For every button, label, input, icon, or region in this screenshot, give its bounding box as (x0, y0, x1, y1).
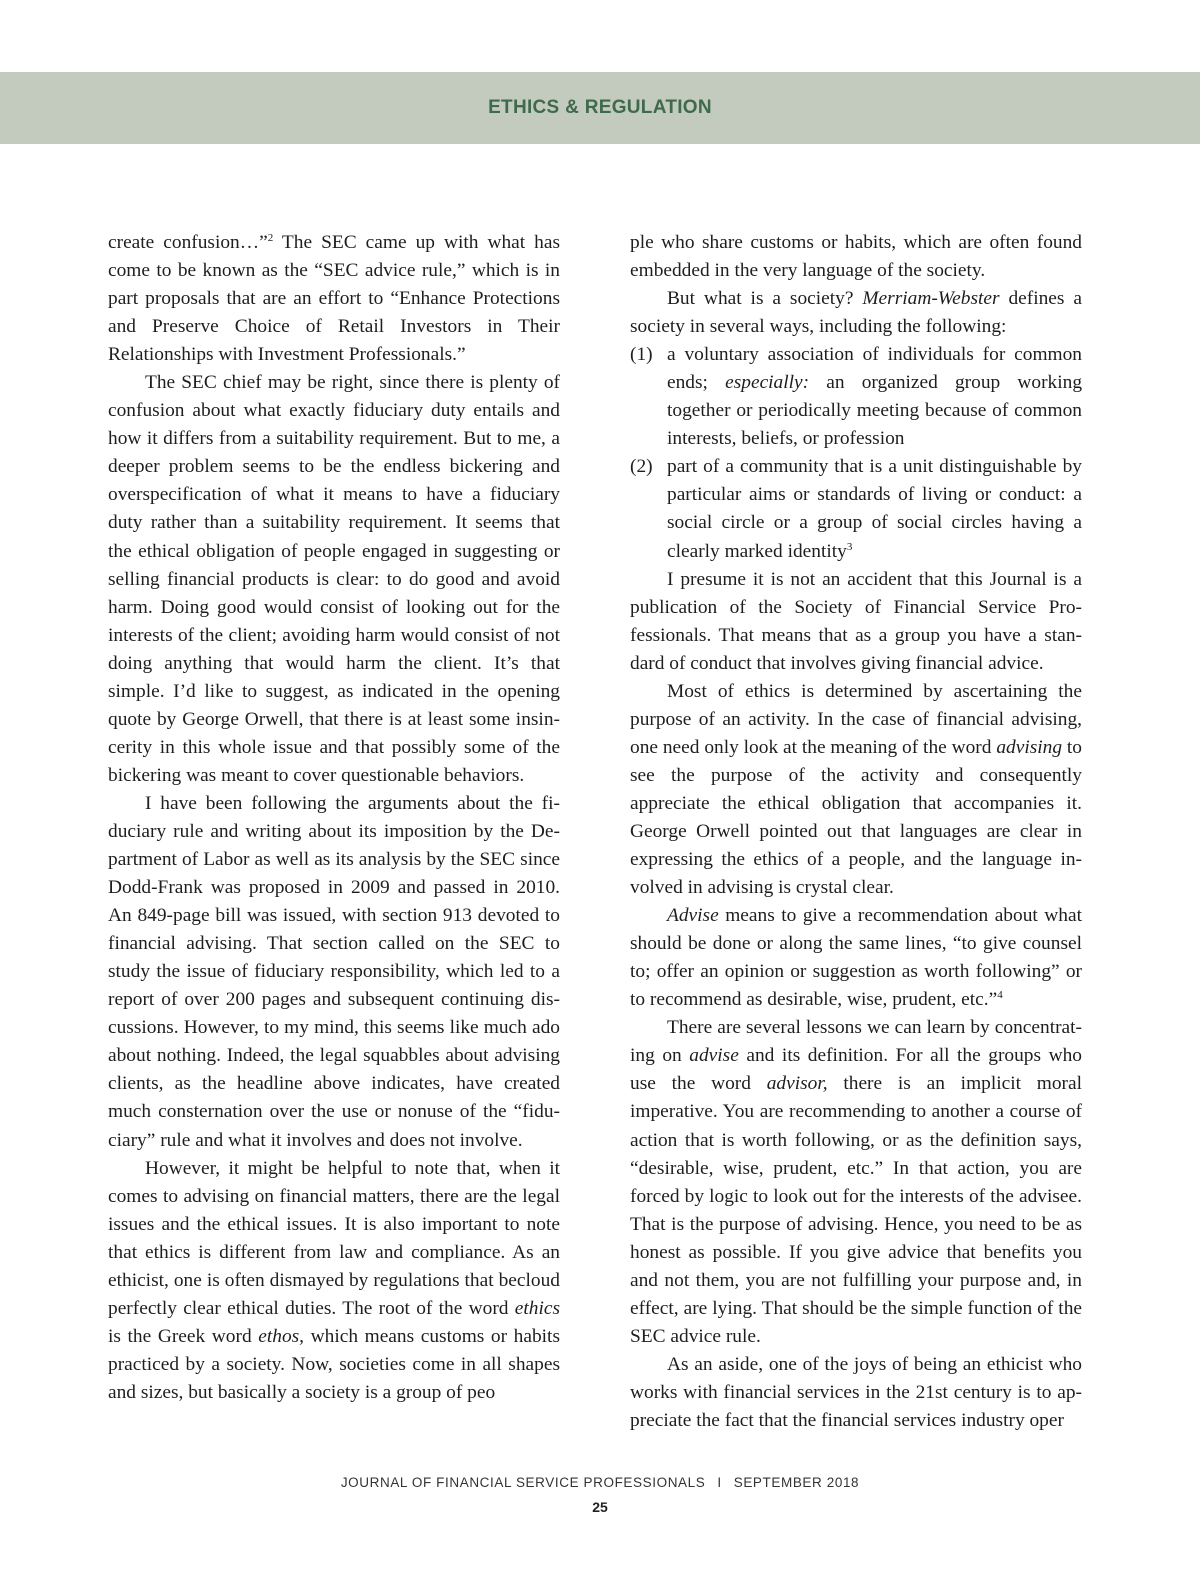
footnote-ref: 2 (267, 232, 274, 244)
paragraph: I presume it is not an accident that this Journal is a publication of the Society of Financial Service Professionals. That means that as a group you have a standard of conduct that involves giving financial advice. (630, 568, 1082, 674)
footer-separator: I (717, 1475, 722, 1490)
paragraph: The SEC chief may be right, since there is plenty of confusion about what exactly fiduciary duty entails and how it differs from a suitability requirement. But to me, a deeper problem seems to be the endless bickering and overspecification of what it means to have a fiduciary duty rather than a suitability requirement. It seems that the ethical obligation of people engaged in suggesting or selling financial products is clear: to do good and avoid harm. Doing good would consist of looking out for the interests of the client; avoiding harm would consist of not doing anything that would harm the client. It’s that simple. I’d like to suggest, as indicated in the opening quote by George Orwell, that there is at least some insincerity in this whole issue and that possibly some of the bickering was meant to cover questionable behaviors. (108, 372, 560, 786)
paragraph: create confusion…”$^2$ The SEC came up with what has come to be known as the “SEC advice rule,” which is in part proposals that are an effort to “Enhance Protections and Preserve Choice of Retail Investors in Their Relationships with Investment Professionals.” (108, 232, 560, 366)
paragraph: ple who share customs or habits, which are often found embedded in the very language of the society. (630, 232, 1082, 282)
definition-list (630, 341, 1082, 565)
paragraph: As an aside, one of the joys of being an ethicist who works with financial services in the 21st century is to appreciate the fact that the financial services industry oper (630, 1353, 1082, 1431)
definition-item: (2) part of a community that is a unit distinguishable by particular aims or standards of living or conduct: a social circle or a group of social circles having a clearly marked identity$^3$ (630, 453, 1082, 565)
paragraph: But what is a society? Merriam-Webster defines a society in several ways, including the following: (630, 288, 1082, 338)
running-footer (0, 1475, 1200, 1490)
issue-date: SEPTEMBER 2018 (733, 1475, 860, 1490)
section-title: ETHICS & REGULATION (488, 97, 712, 118)
definition-number: (1) (630, 344, 653, 366)
footnote-ref: 4 (997, 989, 1003, 1002)
paragraph: There are several lessons we can learn by concentrating on advise and its definition. For all the groups who use the word advisor, there is an implicit moral imperative. You are recommending to another a course of action that is worth following, or as the definition says, “desirable, wise, prudent, etc.” In that action, you are forced by logic to look out for the interests of the advisee. That is the purpose of advising. Hence, you need to be as honest as possible. If you give advice that benefits you and not them, you are not fulfilling your purpose and, in effect, are lying. That should be the simple function of the SEC advice rule. (630, 1017, 1082, 1347)
definition-item: (1) a voluntary association of individuals for common ends; especially: an organized group working together or periodically meeting because of common interests, beliefs, or profession (630, 341, 1082, 453)
right-column (630, 229, 1082, 1435)
section-header-band (0, 72, 1200, 144)
left-column (108, 229, 560, 1407)
paragraph: However, it might be helpful to note that, when it comes to advising on financial matters, there are the legal issues and the ethical issues. It is also important to note that ethics is different from law and compliance. As an ethicist, one is often dismayed by regulations that becloud perfectly clear ethical duties. The root of the word ethics is the Greek word ethos, which means customs or habits practiced by a society. Now, societies come in all shapes and sizes, but basically a society is a group of peo (108, 1157, 560, 1403)
definition-number: (2) (630, 456, 653, 478)
paragraph: Most of ethics is determined by ascertaining the purpose of an activity. In the case of financial advising, one need only look at the meaning of the word advising to see the purpose of the activity and consequently appreciate the ethical obligation that accompanies it. George Orwell pointed out that languages are clear in expressing the ethics of a people, and the language involved in advising is crystal clear. (630, 680, 1082, 899)
page-number: 25 (592, 1499, 608, 1515)
footnote-ref: 3 (846, 540, 853, 553)
journal-name: JOURNAL OF FINANCIAL SERVICE PROFESSIONALS (340, 1475, 706, 1490)
paragraph: I have been following the arguments about the fiduciary rule and writing about its imposition by the Department of Labor as well as its analysis by the SEC since Dodd-Frank was proposed in 2009 and passed in 2010. An 849-page bill was issued, with section 913 devoted to financial advising. That section called on the SEC to study the issue of fiduciary responsibility, which led to a report of over 200 pages and subsequent continuing discussions. However, to my mind, this seems like much ado about nothing. Indeed, the legal squabbles about advising clients, as the headline above indicates, have created much consternation over the use or nonuse of the “fiduciary” rule and what it involves and does not involve. (108, 792, 560, 1151)
paragraph: Advise means to give a recommendation about what should be done or along the same lines, “to give counsel to; offer an opinion or suggestion as worth following” or to recommend as desirable, wise, prudent, etc.”$^4$ (630, 905, 1082, 1011)
